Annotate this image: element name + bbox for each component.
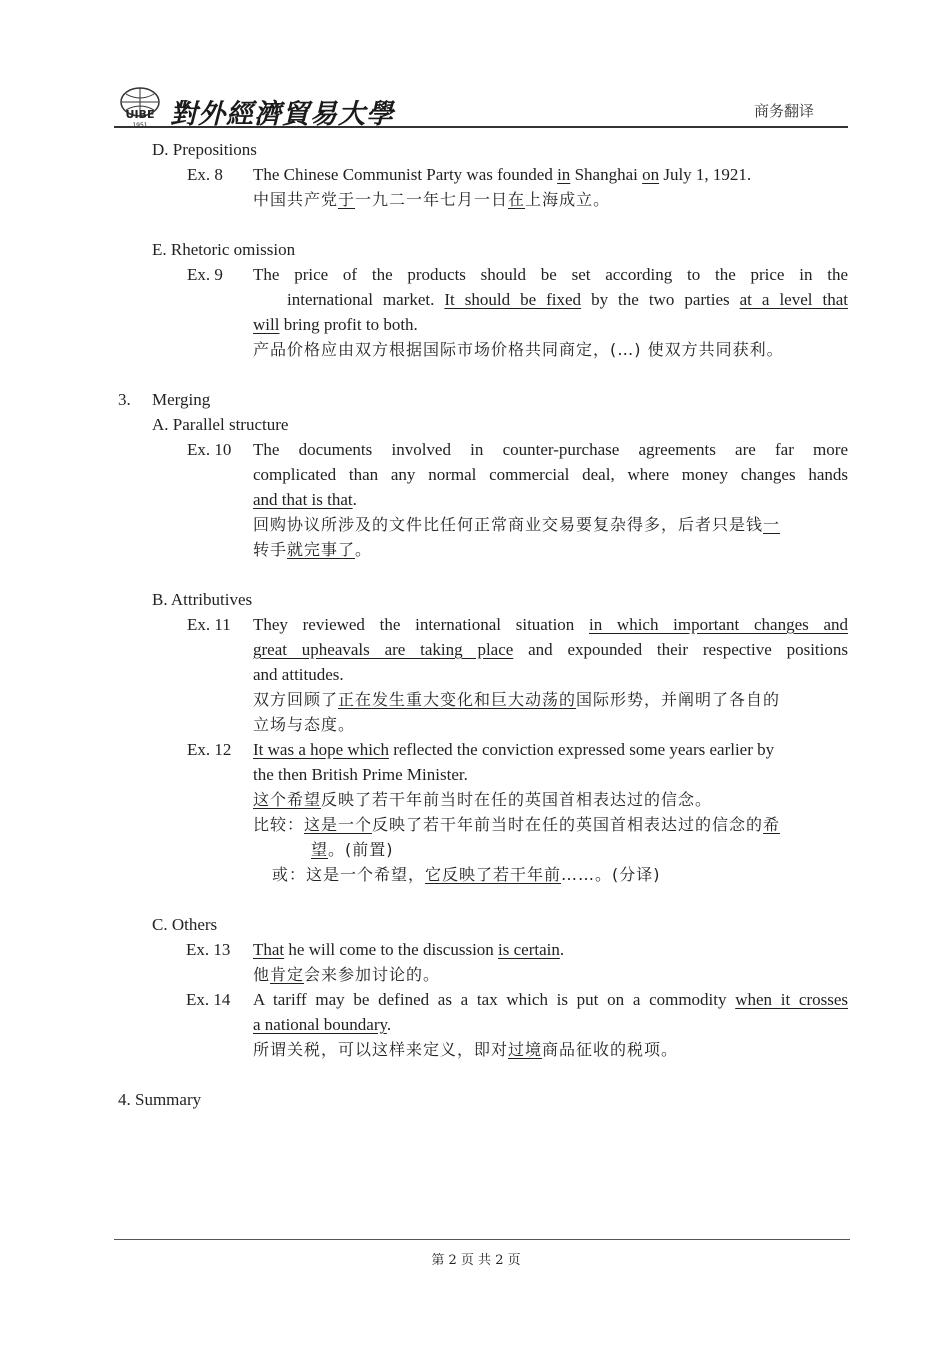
example-chinese: 他肯定会来参加讨论的。 xyxy=(253,965,441,984)
subsection-heading: B. Attributives xyxy=(152,590,253,609)
example-english: international market. It should be fixed by the two parties at a level that xyxy=(287,290,848,309)
page-number: 第 2 页 共 2 页 xyxy=(431,1253,521,1268)
example-label: Ex. 13 xyxy=(186,940,231,959)
example-chinese: 中国共产党于一九二一年七月一日在上海成立。 xyxy=(253,190,611,209)
section-number: 3. xyxy=(118,390,131,409)
header-rule xyxy=(114,126,848,128)
comparison-line: 望。(前置) xyxy=(311,840,394,859)
svg-text:UIBE: UIBE xyxy=(125,108,155,121)
subsection-heading: A. Parallel structure xyxy=(152,415,289,434)
example-english: the then British Prime Minister. xyxy=(253,765,468,784)
section-heading: Merging xyxy=(152,390,211,409)
comparison-line: 比较：这是一个反映了若干年前当时在任的英国首相表达过的信念的希 xyxy=(253,815,781,834)
example-label: Ex. 8 xyxy=(187,165,223,184)
example-english: will bring profit to both. xyxy=(253,315,418,334)
example-chinese: 转手就完事了。 xyxy=(253,540,373,559)
uibe-seal-icon xyxy=(114,82,166,128)
example-english: and attitudes. xyxy=(253,665,344,684)
page-header xyxy=(114,82,848,130)
example-english: A tariff may be defined as a tax which is put on a commodity when it crosses xyxy=(253,990,848,1009)
example-english: The price of the products should be set according to the price in the xyxy=(253,265,848,284)
example-chinese: 产品价格应由双方根据国际市场价格共同商定，(…) 使双方共同获利。 xyxy=(253,340,784,359)
example-label: Ex. 12 xyxy=(187,740,232,759)
example-english: It was a hope which reflected the conviction expressed some years earlier by xyxy=(253,740,775,759)
footer-rule xyxy=(114,1239,850,1240)
example-chinese: 这个希望反映了若干年前当时在任的英国首相表达过的信念。 xyxy=(253,790,713,809)
example-english: The Chinese Communist Party was founded in Shanghai on July 1, 1921. xyxy=(253,165,752,184)
example-english: and that is that. xyxy=(253,490,357,509)
example-label: Ex. 11 xyxy=(187,615,231,634)
example-english: That he will come to the discussion is certain. xyxy=(253,940,565,959)
example-english: a national boundary. xyxy=(253,1015,392,1034)
subsection-heading: C. Others xyxy=(152,915,218,934)
alternative-line: 或：这是一个希望，它反映了若干年前……。(分译) xyxy=(272,865,661,884)
university-logo xyxy=(114,82,394,128)
section-heading: E. Rhetoric omission xyxy=(152,240,296,259)
example-label: Ex. 10 xyxy=(187,440,232,459)
course-title: 商务翻译 xyxy=(753,102,814,120)
section-heading: 4. Summary xyxy=(118,1090,202,1109)
svg-text:1951: 1951 xyxy=(132,122,148,128)
example-chinese: 双方回顾了正在发生重大变化和巨大动荡的国际形势，并阐明了各自的 xyxy=(253,690,781,709)
example-chinese: 所谓关税，可以这样来定义，即对过境商品征收的税项。 xyxy=(253,1040,679,1059)
example-label: Ex. 14 xyxy=(186,990,231,1009)
example-chinese: 回购协议所涉及的文件比任何正常商业交易要复杂得多，后者只是钱一 xyxy=(253,515,781,534)
example-english: great upheavals are taking place and expounded their respective positions xyxy=(253,640,848,659)
example-english: They reviewed the international situation in which important changes and xyxy=(253,615,848,634)
section-heading: D. Prepositions xyxy=(152,140,257,159)
example-label: Ex. 9 xyxy=(187,265,223,284)
example-chinese: 立场与态度。 xyxy=(253,715,356,734)
university-name: 對外經濟貿易大學 xyxy=(170,99,394,130)
example-english: The documents involved in counter-purchase agreements are far more xyxy=(253,440,848,459)
example-english: complicated than any normal commercial deal, where money changes hands xyxy=(253,465,848,484)
